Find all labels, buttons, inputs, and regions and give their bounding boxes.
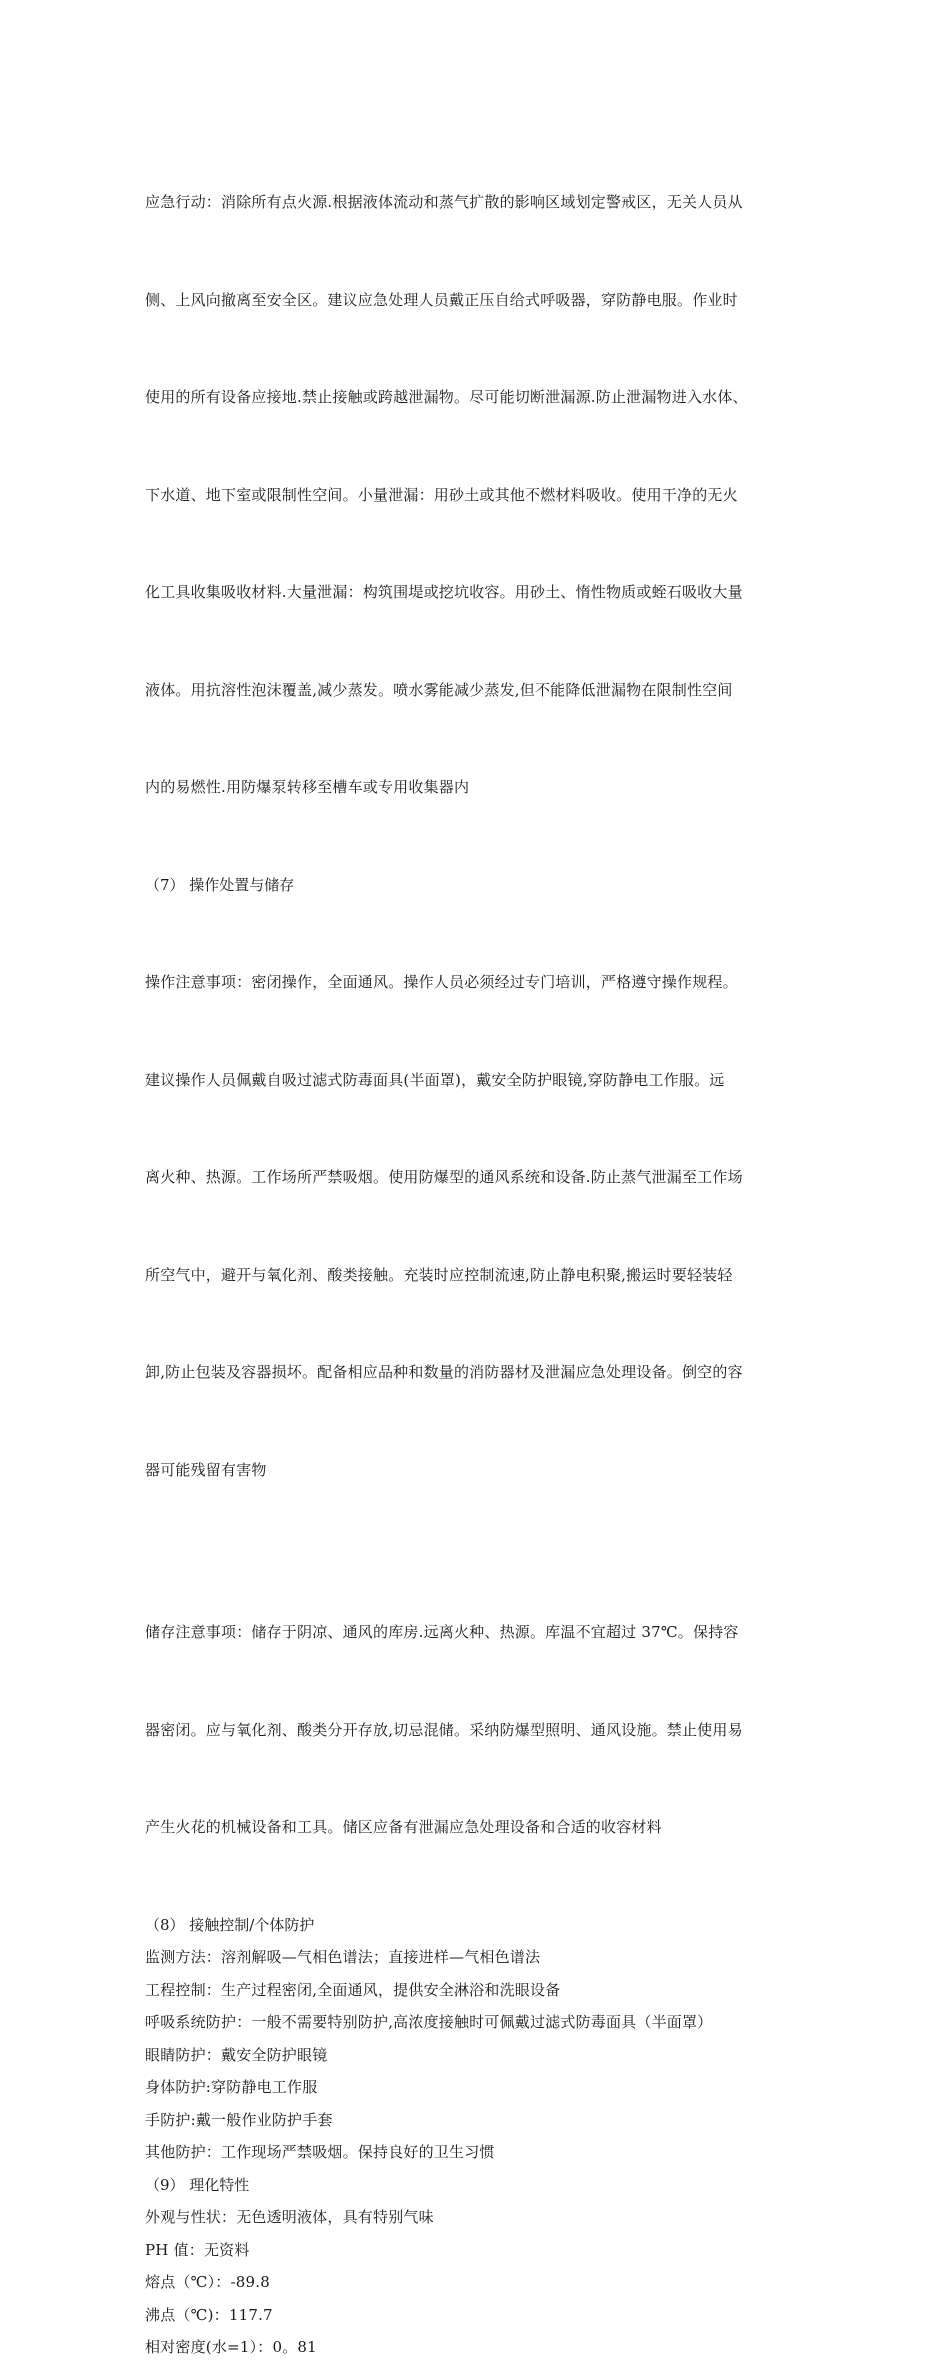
document-body <box>145 121 813 2364</box>
body-protection: 身体防护:穿防静电工作服 <box>145 2078 318 2096</box>
text-line: 应急行动：消除所有点火源.根据液体流动和蒸气扩散的影响区域划定警戒区，无关人员从 <box>145 193 743 211</box>
section-heading-7: （7） 操作处置与储存 <box>145 875 295 894</box>
text-line: 建议操作人员佩戴自吸过滤式防毒面具(半面罩)，戴安全防护眼镜,穿防静电工作服。远 <box>145 1070 725 1089</box>
text-line: 储存注意事项：储存于阴凉、通风的库房.远离火种、热源。库温不宜超过 37℃。保持容 <box>145 1623 739 1641</box>
handling-precautions-paragraph <box>145 901 813 1551</box>
text-line: 液体。用抗溶性泡沫覆盖,减少蒸发。喷水雾能减少蒸发,但不能降低泄漏物在限制性空间 <box>145 680 733 699</box>
text-line: 内的易燃性.用防爆泵转移至槽车或专用收集器内 <box>145 778 470 796</box>
respiratory-protection: 呼吸系统防护：一般不需要特别防护,高浓度接触时可佩戴过滤式防毒面具（半面罩） <box>145 2013 713 2031</box>
hand-protection: 手防护:戴一般作业防护手套 <box>145 2110 333 2129</box>
text-line: 离火种、热源。工作场所严禁吸烟。使用防爆型的通风系统和设备.防止蒸气泄漏至工作场 <box>145 1168 743 1186</box>
boiling-point: 沸点（℃)：117.7 <box>145 2305 273 2324</box>
melting-point: 熔点（℃）：-89.8 <box>145 2273 270 2291</box>
text-line: 器可能残留有害物 <box>145 1460 267 1479</box>
text-line: 器密闭。应与氧化剂、酸类分开存放,切忌混储。采纳防爆型照明、通风设施。禁止使用易 <box>145 1720 743 1739</box>
engineering-control: 工程控制：生产过程密闭,全面通风，提供安全淋浴和洗眼设备 <box>145 1980 561 1999</box>
storage-precautions-paragraph <box>145 1551 813 1909</box>
text-line: 卸,防止包装及容器损坏。配备相应品种和数量的消防器材及泄漏应急处理设备。倒空的容 <box>145 1363 743 1381</box>
text-line: 下水道、地下室或限制性空间。小量泄漏：用砂土或其他不燃材料吸收。使用干净的无火 <box>145 485 738 504</box>
text-line: 化工具收集吸收材料.大量泄漏：构筑围堤或挖坑收容。用砂土、惰性物质或蛭石吸收大量 <box>145 583 743 601</box>
section-heading-8: （8） 接触控制/个体防护 <box>145 1915 315 1934</box>
text-line: 使用的所有设备应接地.禁止接触或跨越泄漏物。尽可能切断泄漏源.防止泄漏物进入水体、 <box>145 388 748 406</box>
text-line: 操作注意事项：密闭操作，全面通风。操作人员必须经过专门培训，严格遵守操作规程。 <box>145 973 738 991</box>
emergency-action-paragraph <box>145 121 813 869</box>
text-line: 所空气中，避开与氧化剂、酸类接触。充装时应控制流速,防止静电积聚,搬运时要轻装轻 <box>145 1265 733 1284</box>
section-heading-9: （9） 理化特性 <box>145 2175 250 2194</box>
appearance: 外观与性状：无色透明液体，具有特别气味 <box>145 2208 434 2226</box>
ph-value: PH 值：无资料 <box>145 2240 250 2259</box>
monitoring-method: 监测方法：溶剂解吸—气相色谱法；直接进样—气相色谱法 <box>145 1948 541 1966</box>
text-line: 产生火花的机械设备和工具。储区应备有泄漏应急处理设备和合适的收容材料 <box>145 1818 662 1836</box>
other-protection: 其他防护：工作现场严禁吸烟。保持良好的卫生习惯 <box>145 2143 495 2161</box>
eye-protection: 眼睛防护：戴安全防护眼镜 <box>145 2045 328 2064</box>
relative-density: 相对密度(水=1）：0。81 <box>145 2338 317 2356</box>
text-line: 侧、上风向撤离至安全区。建议应急处理人员戴正压自给式呼吸器，穿防静电服。作业时 <box>145 290 738 309</box>
